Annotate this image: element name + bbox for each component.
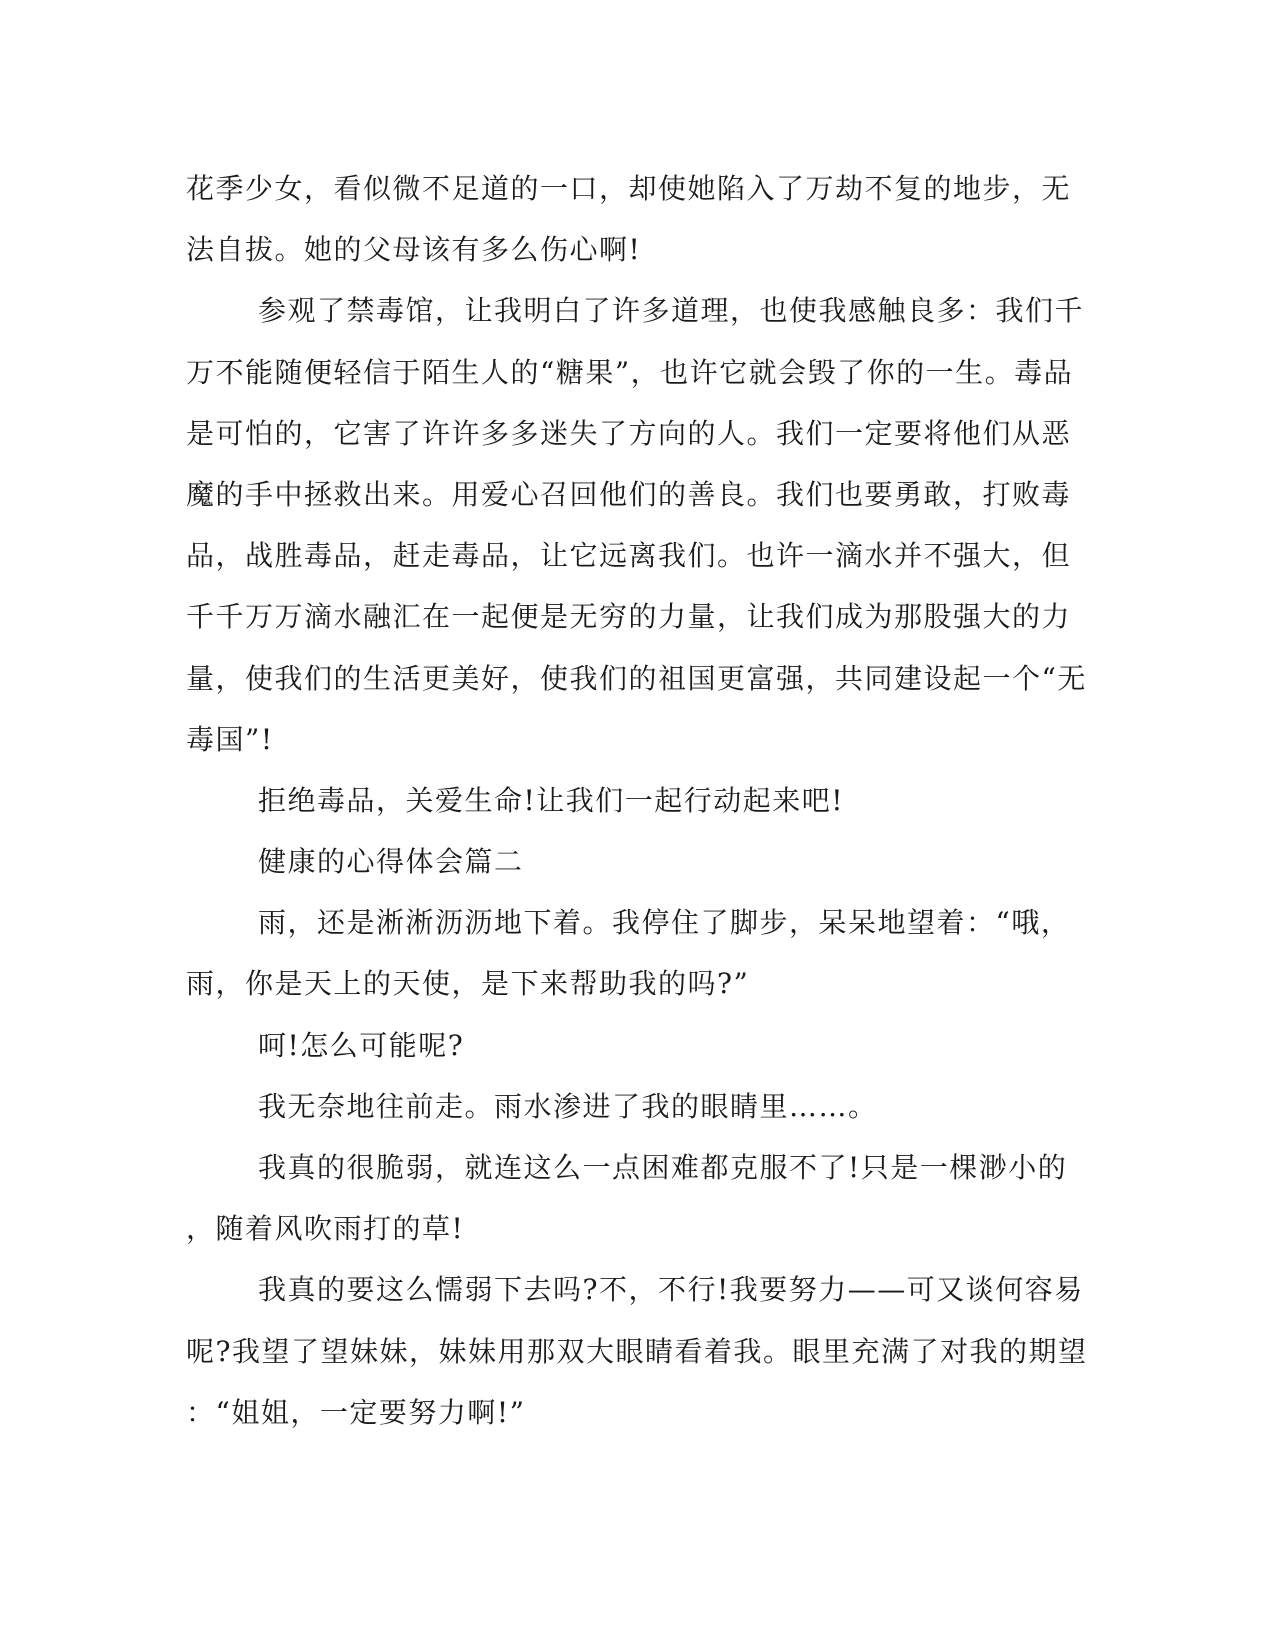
text-line: 雨，你是天上的天使，是下来帮助我的吗?” xyxy=(186,967,750,1001)
text-line: 我真的要这么懦弱下去吗?不，不行!我要努力——可又谈何容易 xyxy=(258,1273,1084,1307)
text-line: 我无奈地往前走。雨水渗进了我的眼睛里……。 xyxy=(258,1089,878,1123)
text-line: ：“姐姐，一定要努力啊!” xyxy=(186,1395,526,1429)
text-line: 万不能随便轻信于陌生人的“糖果”，也许它就会毁了你的一生。毒品 xyxy=(186,355,1074,389)
text-line: 千千万万滴水融汇在一起便是无穷的力量，让我们成为那股强大的力 xyxy=(186,600,1072,634)
text-line: 参观了禁毒馆，让我明白了许多道理，也使我感触良多：我们千 xyxy=(258,294,1085,328)
text-line: 魔的手中拯救出来。用爱心召回他们的善良。我们也要勇敢，打败毒 xyxy=(186,477,1072,511)
text-line: 呵!怎么可能呢? xyxy=(258,1028,465,1062)
section-heading: 健康的心得体会篇二 xyxy=(258,845,524,879)
text-line: ，随着风吹雨打的草! xyxy=(186,1212,465,1246)
text-line: 是可怕的，它害了许许多多迷失了方向的人。我们一定要将他们从恶 xyxy=(186,416,1072,450)
text-line: 呢?我望了望妹妹，妹妹用那双大眼睛看着我。眼里充满了对我的期望 xyxy=(186,1334,1088,1368)
document-body xyxy=(186,158,1088,1443)
text-line: 拒绝毒品，关爱生命!让我们一起行动起来吧! xyxy=(258,783,845,817)
text-line: 我真的很脆弱，就连这么一点困难都克服不了!只是一棵渺小的 xyxy=(258,1151,1068,1184)
text-line: 花季少女，看似微不足道的一口，却使她陷入了万劫不复的地步，无 xyxy=(186,172,1072,205)
text-line: 品，战胜毒品，赶走毒品，让它远离我们。也许一滴水并不强大，但 xyxy=(186,539,1072,573)
text-line: 法自拔。她的父母该有多么伤心啊! xyxy=(186,233,642,267)
text-line: 量，使我们的生活更美好，使我们的祖国更富强，共同建设起一个“无 xyxy=(186,661,1087,695)
text-line: 毒国”! xyxy=(186,722,274,756)
text-line: 雨，还是淅淅沥沥地下着。我停住了脚步，呆呆地望着：“哦， xyxy=(258,906,1071,940)
